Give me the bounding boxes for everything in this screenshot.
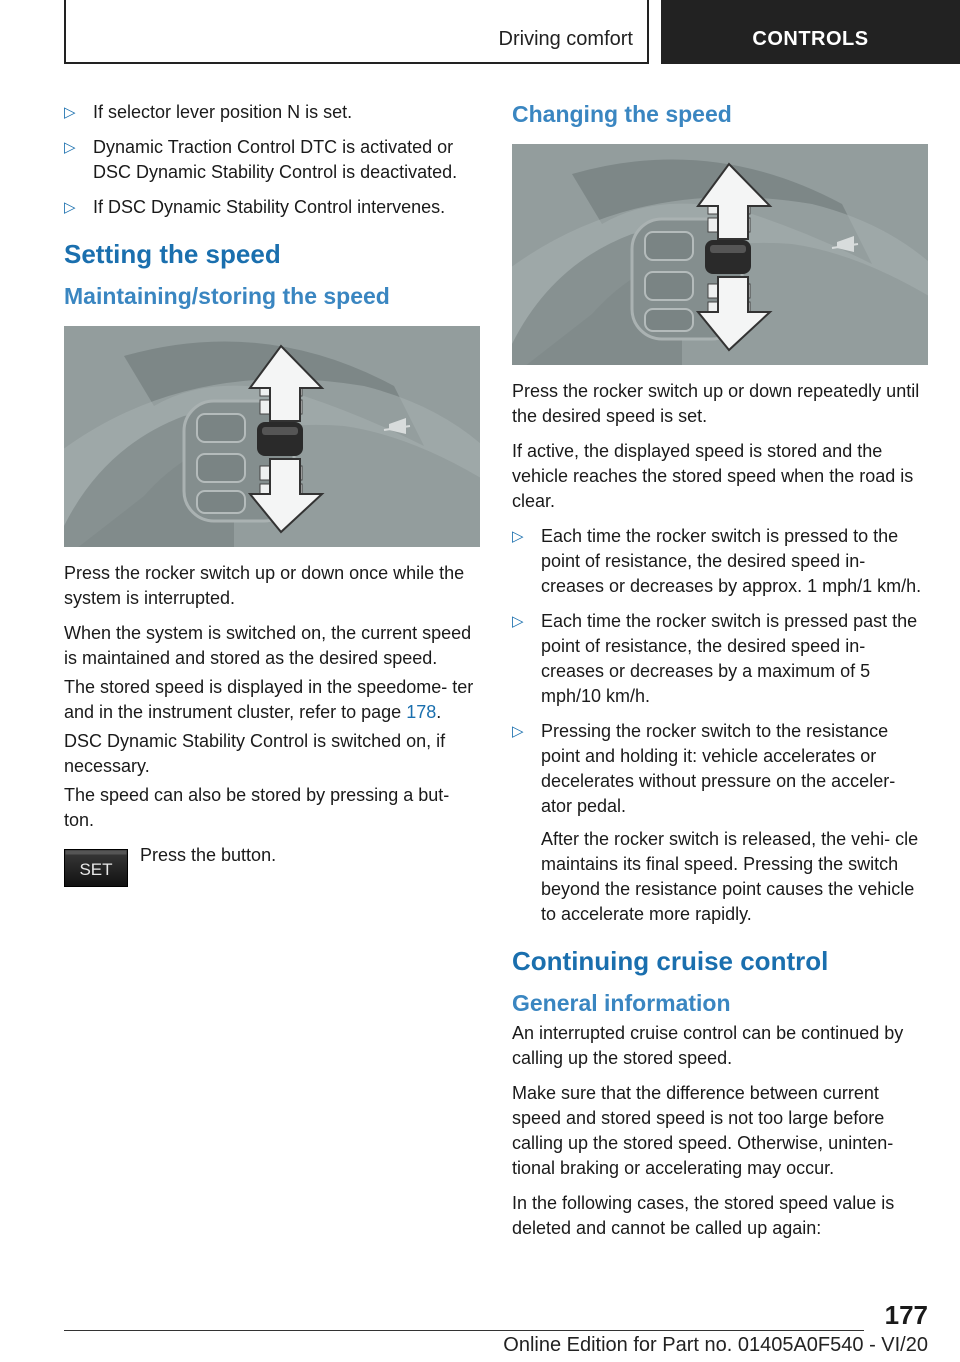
paragraph: An interrupted cruise control can be continued by calling up the stored speed. [512,1023,904,1068]
paragraph: When the system is switched on, the current speed is maintained and stored as the desired speed. [64,623,472,668]
header-section-box [64,0,649,64]
heading-changing-speed: Changing the speed [512,101,732,127]
paragraph-with-link: The stored speed is displayed in the speedome‐ ter and in the instrument cluster, refer to page 178. [64,677,474,722]
heading-maintaining-speed: Maintaining/storing the speed [64,283,390,309]
page-link[interactable]: 178 [406,702,437,722]
list-item: ▷ Each time the rocker switch is pressed to the point of resistance, the desired speed in‐ creases or decreases by approx. 1 mph/1 km/h. [512,526,922,596]
header-chapter-title: CONTROLS [752,28,869,50]
page-number: 177 [884,1300,928,1330]
triangle-right-icon: ▷ [64,104,76,121]
paragraph: Make sure that the difference between current speed and stored speed is not too large before calling up the stored speed. Otherwise, uninten‐ tional braking or accelerating may occur. [512,1083,894,1178]
heading-general-information: General information [512,990,731,1016]
triangle-right-icon: ▷ [512,723,524,740]
set-button-row [64,843,480,889]
paragraph: The speed can also be stored by pressing a but‐ ton. [64,785,450,830]
list-item: ▷ Each time the rocker switch is pressed past the point of resistance, the desired speed in‐ creases or decreases by a maximum of 5 mph/10 km/h. [512,611,918,706]
list-item: ▷ Dynamic Traction Control DTC is activated or DSC Dynamic Stability Control is deactivated. [64,137,458,182]
right-column [512,100,928,1251]
header-section-title: Driving comfort [498,28,633,50]
steering-wheel-rocker-image [64,326,480,547]
heading-setting-speed: Setting the speed [64,239,281,269]
set-button-icon [64,849,128,887]
paragraph: In the following cases, the stored speed value is deleted and cannot be called up again: [512,1193,895,1238]
footer-divider [64,1330,864,1331]
header-chapter-tab [661,0,960,64]
set-button-caption: Press the button. [140,845,277,865]
paragraph: DSC Dynamic Stability Control is switched on, if necessary. [64,731,446,776]
left-column [64,100,480,889]
heading-continuing-cruise: Continuing cruise control [512,946,829,976]
triangle-right-icon: ▷ [64,199,76,216]
list-item-subparagraph: After the rocker switch is released, the vehi‐ cle maintains its final speed. Pressing the switch beyond the resistance point causes the vehicle to accelerate more rapidly. [541,829,919,924]
paragraph: Press the rocker switch up or down once while the system is interrupted. [64,563,465,608]
footer-edition: Online Edition for Part no. 01405A0F540 - VI/20 [503,1334,928,1356]
list-item: ▷ If DSC Dynamic Stability Control intervenes. [64,195,480,220]
list-item: ▷ If selector lever position N is set. [64,100,480,125]
triangle-right-icon: ▷ [512,528,524,545]
paragraph: If active, the displayed speed is stored and the vehicle reaches the stored speed when the road is clear. [512,441,914,511]
paragraph: Press the rocker switch up or down repeatedly until the desired speed is set. [512,381,920,426]
steering-wheel-rocker-image [512,144,928,365]
right-bullet-list [512,524,928,927]
triangle-right-icon: ▷ [512,613,524,630]
list-item: ▷ Pressing the rocker switch to the resistance point and holding it: vehicle accelerates or decelerates without pressure on the acceler‐ ator pedal. After the rocker switch is released, the vehi‐ cle maintains its final speed. Pressing the switch beyond the resistance point causes the vehicle to accelerate more rapidly. [512,719,928,927]
triangle-right-icon: ▷ [64,139,76,156]
left-bullet-list [64,100,480,220]
set-button-label: SET [79,860,113,879]
